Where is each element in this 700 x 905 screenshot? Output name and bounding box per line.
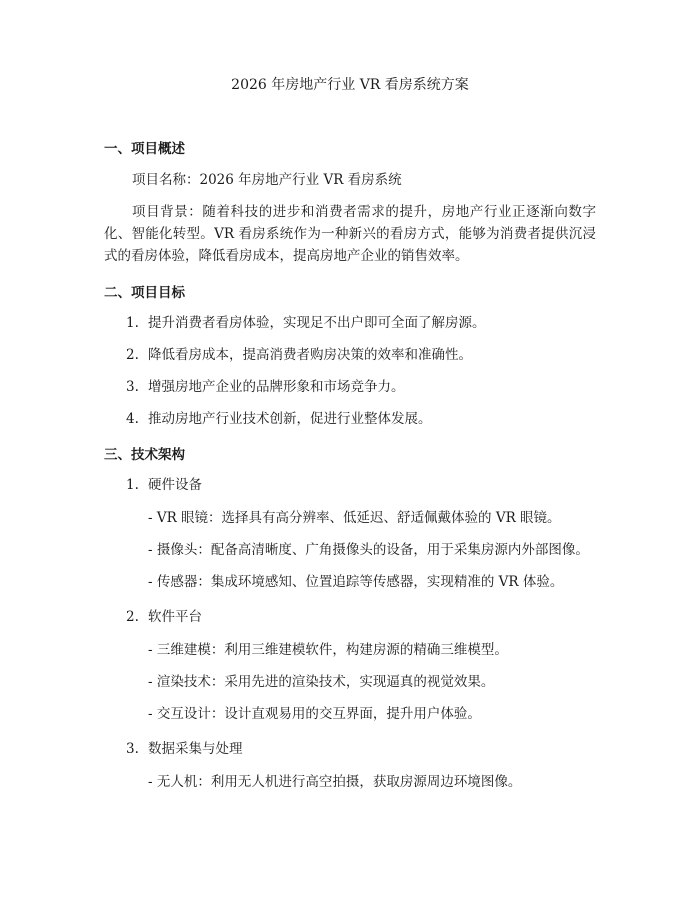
goal-item [104,313,596,333]
goal-item [104,377,596,397]
architecture-group-title [104,607,596,627]
architecture-group-hardware [104,475,596,593]
architecture-group-data [104,739,596,793]
goal-item [104,345,596,365]
goal-text: 提升消费者看房体验，实现足不出户即可全面了解房源。 [148,315,486,331]
document-title: 2026 年房地产行业 VR 看房系统方案 [231,77,469,93]
architecture-group-title [104,739,596,759]
goal-number: 3. [126,379,139,395]
goal-number: 4. [126,411,139,427]
sub-item: - VR 眼镜：选择具有高分辨率、低延迟、舒适佩戴体验的 VR 眼镜。 [148,510,561,526]
section-heading-overview: 一、项目概述 [104,141,185,157]
sub-item: - 交互设计：设计直观易用的交互界面，提升用户体验。 [148,706,481,722]
sub-item: - 传感器：集成环境感知、位置追踪等传感器，实现精准的 VR 体验。 [148,574,564,590]
group-title-text: 硬件设备 [148,477,202,493]
architecture-group-software [104,607,596,725]
goal-text: 增强房地产企业的品牌形象和市场竞争力。 [148,379,405,395]
project-name-paragraph: 项目名称：2026 年房地产行业 VR 看房系统 [132,172,402,188]
goal-number: 1. [126,315,139,331]
group-title-text: 软件平台 [148,609,202,625]
section-heading-architecture: 三、技术架构 [104,447,185,463]
sub-item: - 三维建模：利用三维建模软件，构建房源的精确三维模型。 [148,642,508,658]
goal-number: 2. [126,347,139,363]
sub-item: - 摄像头：配备高清晰度、广角摄像头的设备，用于采集房源内外部图像。 [148,542,589,558]
goal-text: 降低看房成本，提高消费者购房决策的效率和准确性。 [148,347,472,363]
project-background-paragraph: 项目背景：随着科技的进步和消费者需求的提升，房地产行业正逐渐向数字化、智能化转型。VR 看房系统作为一种新兴的看房方式，能够为消费者提供沉浸式的看房体验，降低看房成本，提高房地产企业的销售效率。 [104,204,596,264]
sub-item: - 无人机：利用无人机进行高空拍摄，获取房源周边环境图像。 [148,774,522,790]
group-title-text: 数据采集与处理 [148,741,243,757]
group-number: 2. [126,609,139,625]
architecture-group-title [104,475,596,495]
goal-item [104,409,596,429]
sub-item: - 渲染技术：采用先进的渲染技术，实现逼真的视觉效果。 [148,674,495,690]
goal-text: 推动房地产行业技术创新，促进行业整体发展。 [148,411,432,427]
group-number: 1. [126,477,139,493]
group-number: 3. [126,741,139,757]
section-heading-goals: 二、项目目标 [104,285,185,301]
